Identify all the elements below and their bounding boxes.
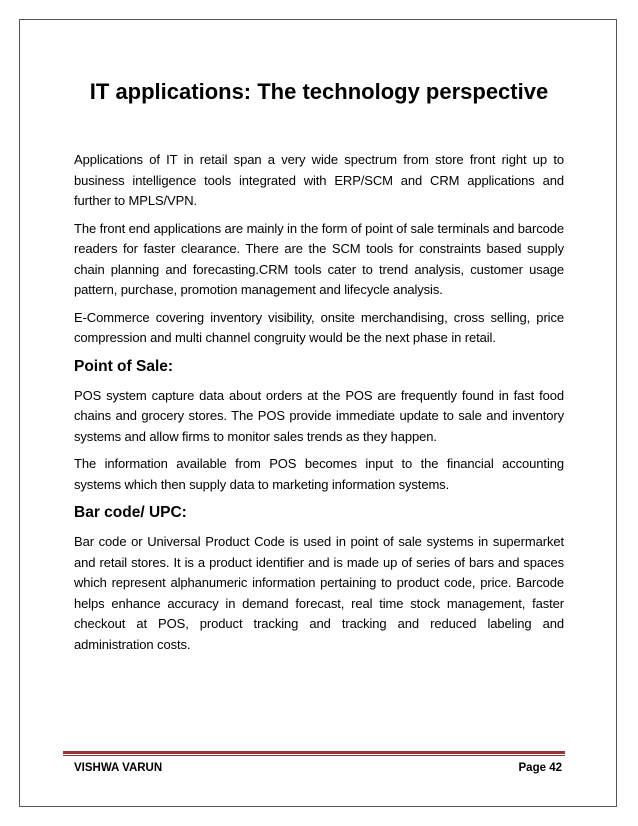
pos-paragraph-1: POS system capture data about orders at the POS are frequently found in fast food chains and grocery stores. The POS provide immediate update to sale and inventory systems and allow firms to monitor sales trends as they happen. (74, 387, 564, 444)
barcode-paragraph-1: Bar code or Universal Product Code is used in point of sale systems in supermarket and retail stores. It is a product identifier and is made up of series of bars and spaces which represent alphanumeric information pertaining to product code, price. Barcode helps enhance accuracy in demand forecast, real time stock management, faster checkout at POS, product tracking and tracking and reduced labeling and administration costs. (74, 534, 564, 652)
document-body (74, 150, 564, 662)
footer-page-number: Page 42 (518, 762, 562, 774)
intro-paragraph-1: Applications of IT in retail span a very wide spectrum from store front right up to business intelligence tools integrated with ERP/SCM and CRM applications and further to MPLS/VPN. (74, 152, 564, 208)
barcode-heading: Bar code/ UPC: (74, 504, 187, 521)
pos-heading: Point of Sale: (74, 357, 174, 375)
intro-paragraph-3: E-Commerce covering inventory visibility, onsite merchandising, cross selling, price compression and multi channel congruity would be the next phase in retail. (74, 309, 564, 345)
intro-paragraph-2: The front end applications are mainly in the form of point of sale terminals and barcode readers for faster clearance. There are the SCM tools for constraints based supply chain planning and forecasting.CRM tools cater to trend analysis, customer usage pattern, purchase, promotion management and lifecycle analysis. (74, 220, 564, 297)
page-title: IT applications: The technology perspective (89, 79, 549, 104)
pos-paragraph-2: The information available from POS becomes input to the financial accounting systems which then supply data to marketing information systems. (74, 456, 564, 492)
footer-rule (63, 751, 565, 754)
footer-author: VISHWA VARUN (74, 762, 163, 774)
footer-rule-thin (63, 755, 565, 756)
